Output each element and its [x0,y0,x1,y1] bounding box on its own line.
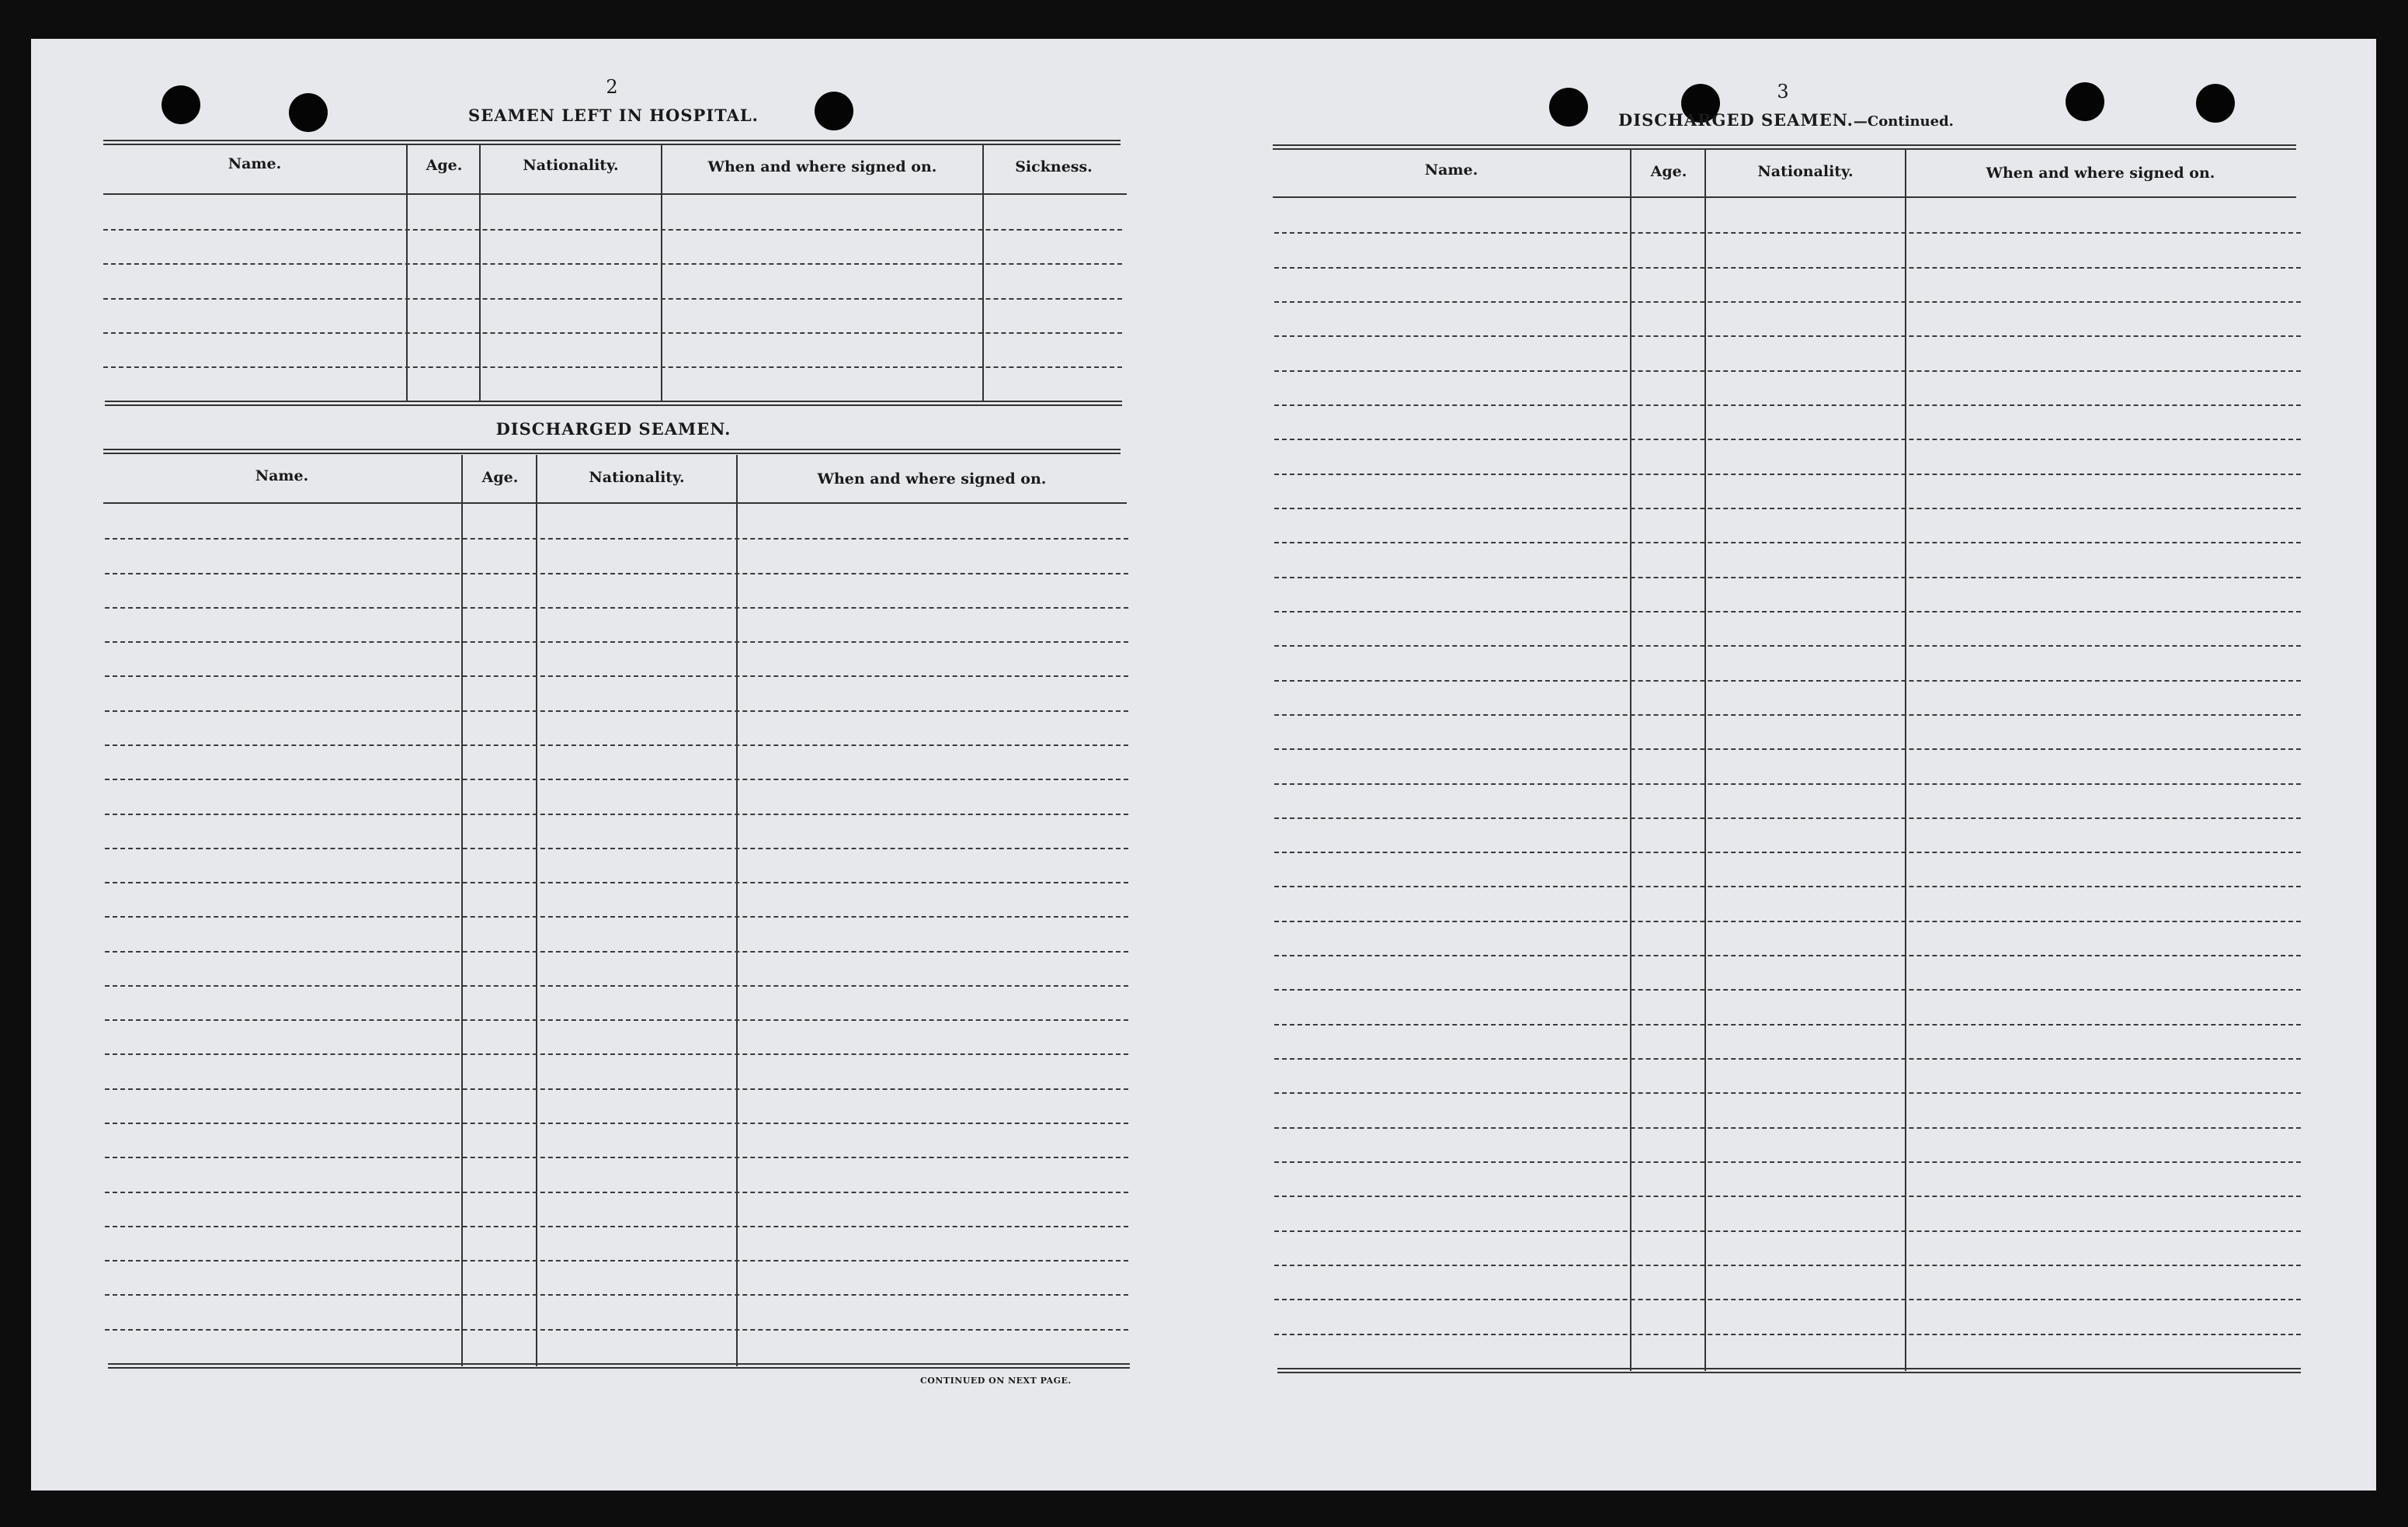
table-row-line [105,1019,1128,1021]
table-row-line [1274,1196,2301,1197]
table-row-line [103,229,1122,231]
table-row-line [1274,474,2301,475]
table-row-line [1274,921,2301,922]
table-row-line [1274,783,2301,785]
table-row-line [105,538,1128,540]
table-row-line [1274,404,2301,406]
table-row-line [1274,645,2301,647]
hospital-col-signed-on: When and where signed on. [707,158,937,175]
hospital-col-divider [982,144,984,401]
hospital-col-sickness: Sickness. [1015,158,1093,175]
discharged-header-rule [103,502,1127,504]
punch-hole [289,93,328,132]
punch-hole [1549,88,1588,127]
hospital-table-bottom-rule [105,401,1122,406]
discharged-col-name: Name. [255,467,309,484]
hospital-col-divider [406,144,408,401]
right-col-divider [1704,149,1706,1371]
table-row-line [1274,680,2301,682]
hospital-table-top-rule [103,140,1121,145]
table-row-line [1274,1024,2301,1026]
discharged-table-bottom-rule [108,1363,1130,1369]
table-row-line [103,366,1122,368]
table-row-line [1274,232,2301,234]
table-row-line [105,951,1128,953]
right-col-nationality: Nationality. [1757,163,1854,180]
right-col-signed-on: When and where signed on. [1986,165,2215,182]
table-row-line [105,710,1128,712]
table-row-line [105,1157,1128,1158]
table-row-line [105,1260,1128,1262]
table-row-line [105,916,1128,918]
right-col-divider [1630,149,1631,1371]
table-row-line [105,1123,1128,1124]
table-row-line [1274,577,2301,578]
document-sheet [31,39,2376,1491]
table-row-line [1274,439,2301,440]
right-header-rule [1273,196,2296,198]
hospital-col-nationality: Nationality. [523,157,619,174]
right-table-bottom-rule [1277,1368,2301,1373]
table-row-line [1274,1230,2301,1232]
hospital-header-rule [103,193,1127,195]
right-section-title [1592,110,1980,130]
table-row-line [1274,714,2301,716]
table-row-line [105,744,1128,746]
discharged-col-signed-on: When and where signed on. [817,470,1047,488]
discharged-col-age: Age. [481,469,519,486]
table-row-line [105,1088,1128,1090]
table-row-line [1274,335,2301,337]
table-row-line [105,1192,1128,1193]
hospital-col-divider [661,144,662,401]
table-row-line [1274,1092,2301,1094]
table-row-line [1274,508,2301,509]
hospital-col-divider [479,144,481,401]
punch-hole [162,85,200,124]
table-row-line [1274,1161,2301,1163]
table-row-line [105,1053,1128,1055]
table-row-line [1274,886,2301,887]
continued-note: CONTINUED ON NEXT PAGE. [920,1376,1072,1386]
right-table-top-rule [1273,144,2296,150]
table-row-line [105,1329,1128,1331]
table-row-line [105,675,1128,677]
discharged-section-title: DISCHARGED SEAMEN. [495,419,731,439]
table-row-line [1274,542,2301,543]
discharged-col-nationality: Nationality. [589,469,685,486]
table-row-line [1274,955,2301,956]
table-row-line [1274,611,2301,613]
table-row-line [105,641,1128,643]
table-row-line [1274,989,2301,991]
hospital-col-age: Age. [426,157,463,174]
discharged-col-divider [536,455,537,1366]
table-row-line [105,1226,1128,1227]
table-row-line [1274,1299,2301,1300]
table-row-line [105,607,1128,609]
table-row-line [1274,852,2301,853]
right-title-main: DISCHARGED SEAMEN. [1618,110,1854,130]
table-row-line [103,263,1122,265]
table-row-line [105,1294,1128,1296]
table-row-line [1274,1334,2301,1335]
table-row-line [1274,1127,2301,1129]
hospital-section-title: SEAMEN LEFT IN HOSPITAL. [468,106,759,125]
table-row-line [105,848,1128,849]
right-title-suffix: —Continued. [1853,113,1954,130]
punch-hole [2066,82,2104,121]
right-col-name: Name. [1424,161,1479,179]
table-row-line [105,882,1128,883]
right-col-age: Age. [1650,163,1687,180]
page-number-right: 3 [1777,81,1789,102]
right-col-divider [1905,149,1906,1371]
table-row-line [1274,1058,2301,1060]
table-row-line [105,985,1128,987]
hospital-col-name: Name. [228,155,282,172]
discharged-table-top-rule [103,449,1121,454]
table-row-line [1274,267,2301,269]
table-row-line [1274,817,2301,819]
table-row-line [105,814,1128,815]
table-row-line [103,298,1122,300]
discharged-col-divider [736,455,738,1366]
punch-hole [2196,84,2235,123]
table-row-line [105,779,1128,780]
page-number-left: 2 [606,76,618,98]
table-row-line [1274,301,2301,303]
table-row-line [1274,748,2301,750]
discharged-col-divider [461,455,463,1366]
table-row-line [103,332,1122,334]
table-row-line [1274,1265,2301,1266]
table-row-line [105,573,1128,574]
table-row-line [1274,370,2301,372]
